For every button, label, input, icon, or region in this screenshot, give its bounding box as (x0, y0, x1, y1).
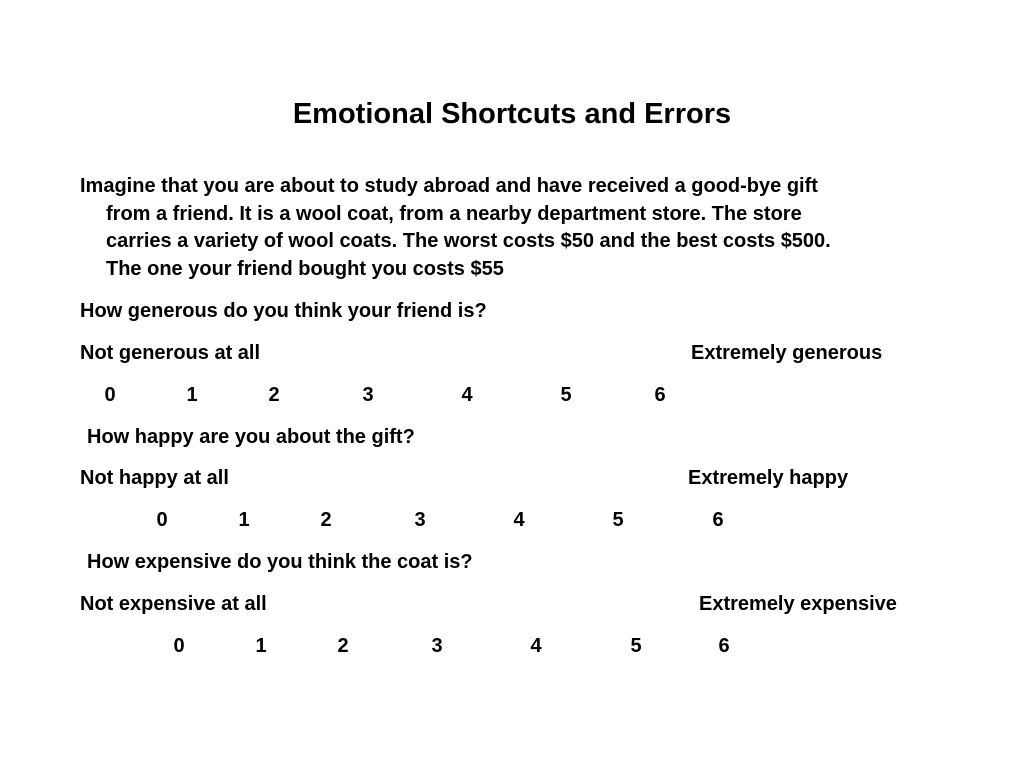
question-expensive: How expensive do you think the coat is? (87, 551, 473, 573)
scale-option-happy-0[interactable]: 0 (156, 509, 168, 531)
scenario-line: from a friend. It is a wool coat, from a nearby department store. The store (106, 202, 802, 225)
scale-option-happy-3[interactable]: 3 (414, 509, 426, 531)
scale-option-happy-2[interactable]: 2 (320, 509, 332, 531)
scenario-paragraph (80, 173, 930, 283)
scale-option-generous-0[interactable]: 0 (104, 384, 116, 406)
scale-option-generous-6[interactable]: 6 (654, 384, 666, 406)
high-anchor-expensive: Extremely expensive (699, 593, 897, 615)
scenario-line: Imagine that you are about to study abroad and have received a good-bye gift (80, 175, 818, 197)
scale-option-expensive-6[interactable]: 6 (718, 635, 730, 657)
scenario-line: carries a variety of wool coats. The worst costs $50 and the best costs $500. (106, 230, 831, 252)
low-anchor-expensive: Not expensive at all (80, 593, 267, 615)
scale-option-generous-4[interactable]: 4 (461, 384, 473, 406)
high-anchor-happy: Extremely happy (688, 467, 849, 489)
scale-option-generous-3[interactable]: 3 (362, 384, 374, 406)
low-anchor-happy: Not happy at all (80, 467, 229, 489)
scale-option-expensive-1[interactable]: 1 (255, 635, 267, 657)
scale-option-expensive-2[interactable]: 2 (337, 635, 349, 657)
scale-option-happy-5[interactable]: 5 (612, 509, 624, 531)
scenario-line: The one your friend bought you costs $55 (106, 257, 504, 280)
question-generous: How generous do you think your friend is? (80, 300, 487, 322)
low-anchor-generous: Not generous at all (80, 342, 261, 364)
scale-option-expensive-4[interactable]: 4 (530, 635, 542, 657)
slide-title: Emotional Shortcuts and Errors (292, 98, 732, 130)
scale-option-expensive-5[interactable]: 5 (630, 635, 642, 657)
scale-option-generous-5[interactable]: 5 (560, 384, 572, 406)
scale-option-generous-1[interactable]: 1 (186, 384, 198, 406)
scale-option-generous-2[interactable]: 2 (268, 384, 280, 406)
scale-option-expensive-0[interactable]: 0 (173, 635, 185, 657)
high-anchor-generous: Extremely generous (691, 342, 883, 364)
scale-option-happy-1[interactable]: 1 (238, 509, 250, 531)
scale-option-expensive-3[interactable]: 3 (431, 635, 443, 657)
scale-option-happy-4[interactable]: 4 (513, 509, 525, 531)
scale-option-happy-6[interactable]: 6 (712, 509, 724, 531)
question-happy: How happy are you about the gift? (87, 426, 415, 448)
